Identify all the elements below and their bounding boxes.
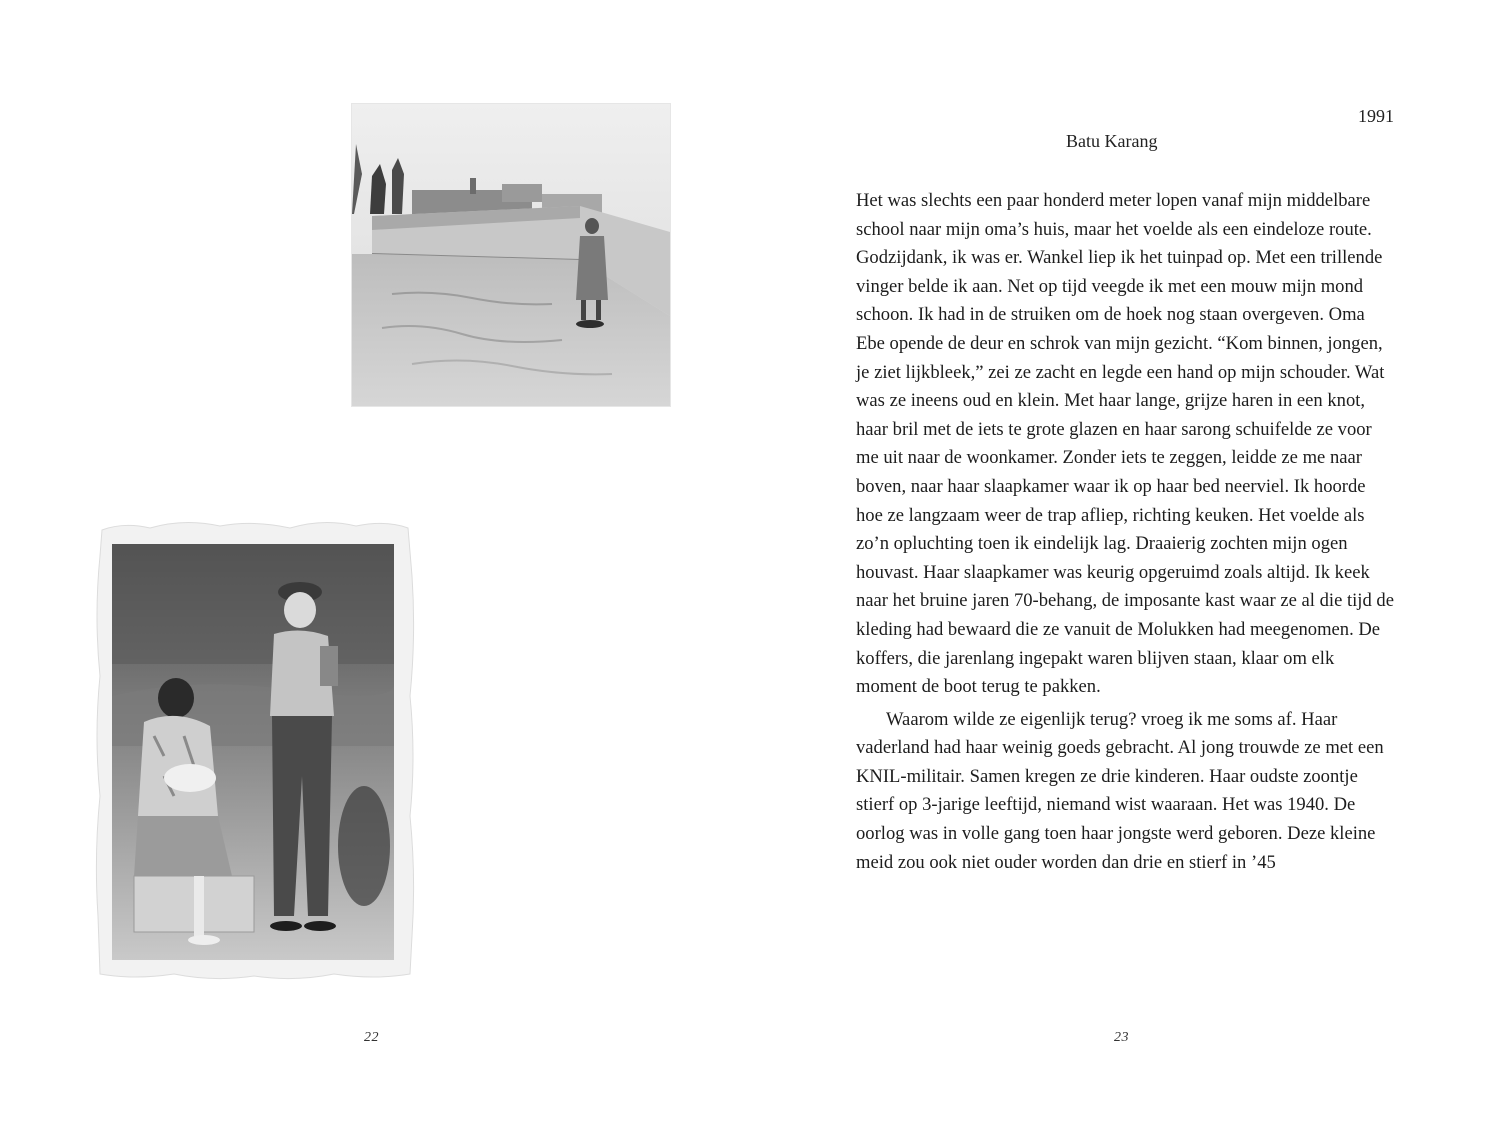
right-page bbox=[750, 0, 1500, 1131]
page-number-left: 22 bbox=[364, 1030, 379, 1045]
page-number-right: 23 bbox=[1114, 1030, 1129, 1045]
paragraph-1: Het was slechts een paar honderd meter lopen vanaf mijn middelbare school naar mijn oma’s huis, maar het voelde als een eindeloze route. Godzijdank, ik was er. Wankel liep ik het tuinpad op. Met een trillende vinger belde ik aan. Net op tijd veegde ik met een mouw mijn mond schoon. Ik had in de struiken om de hoek nog staan overgeven. Oma Ebe opende de deur en schrok van mijn gezicht. “Kom binnen, jongen, je ziet lijkbleek,” zei ze zacht en legde een hand op mijn schouder. Wat was ze ineens oud en klein. Met haar lange, grijze haren in een knot, haar bril met de iets te grote glazen en haar sarong schuifelde ze voor me uit naar de woonkamer. Zonder iets te zeggen, leidde ze me naar boven, naar haar slaapkamer waar ik op haar bed neerviel. Ik hoorde hoe ze langzaam weer de trap afliep, richting keuken. Het voelde als zo’n opluchting toen ik eindelijk lag. Draaierig zochten mijn ogen houvast. Haar slaapkamer was keurig opgeruimd zoals altijd. Ik keek naar het bruine jaren 70-behang, de imposante kast waar ze al die tijd de kleding had bewaard die ze vanuit de Molukken had meegenomen. De koffers, die jarenlang ingepakt waren blijven staan, klaar om elk moment de boot terug te pakken. bbox=[856, 190, 1394, 698]
body-text bbox=[856, 187, 1396, 877]
chapter-title: Batu Karang bbox=[1066, 131, 1158, 151]
photo-landscape-wall bbox=[352, 104, 670, 406]
paragraph-2: Waarom wilde ze eigenlijk terug? vroeg ik me soms af. Haar vaderland had haar weinig goeds gebracht. Al jong trouwde ze met een KNIL-militair. Samen kregen ze drie kinderen. Haar oudste zoontje stierf op 3-jarige leeftijd, niemand wist waaraan. Het was 1940. De oorlog was in volle gang toen haar jongste werd geboren. Deze kleine meid zou ook niet ouder worden dan drie en stierf in ’45 bbox=[856, 708, 1384, 873]
photo-portrait-two-people bbox=[94, 516, 416, 982]
photo-portrait-two-people-image bbox=[94, 516, 416, 982]
photo-landscape-wall-image bbox=[352, 104, 670, 406]
year-label: 1991 bbox=[1358, 106, 1394, 126]
